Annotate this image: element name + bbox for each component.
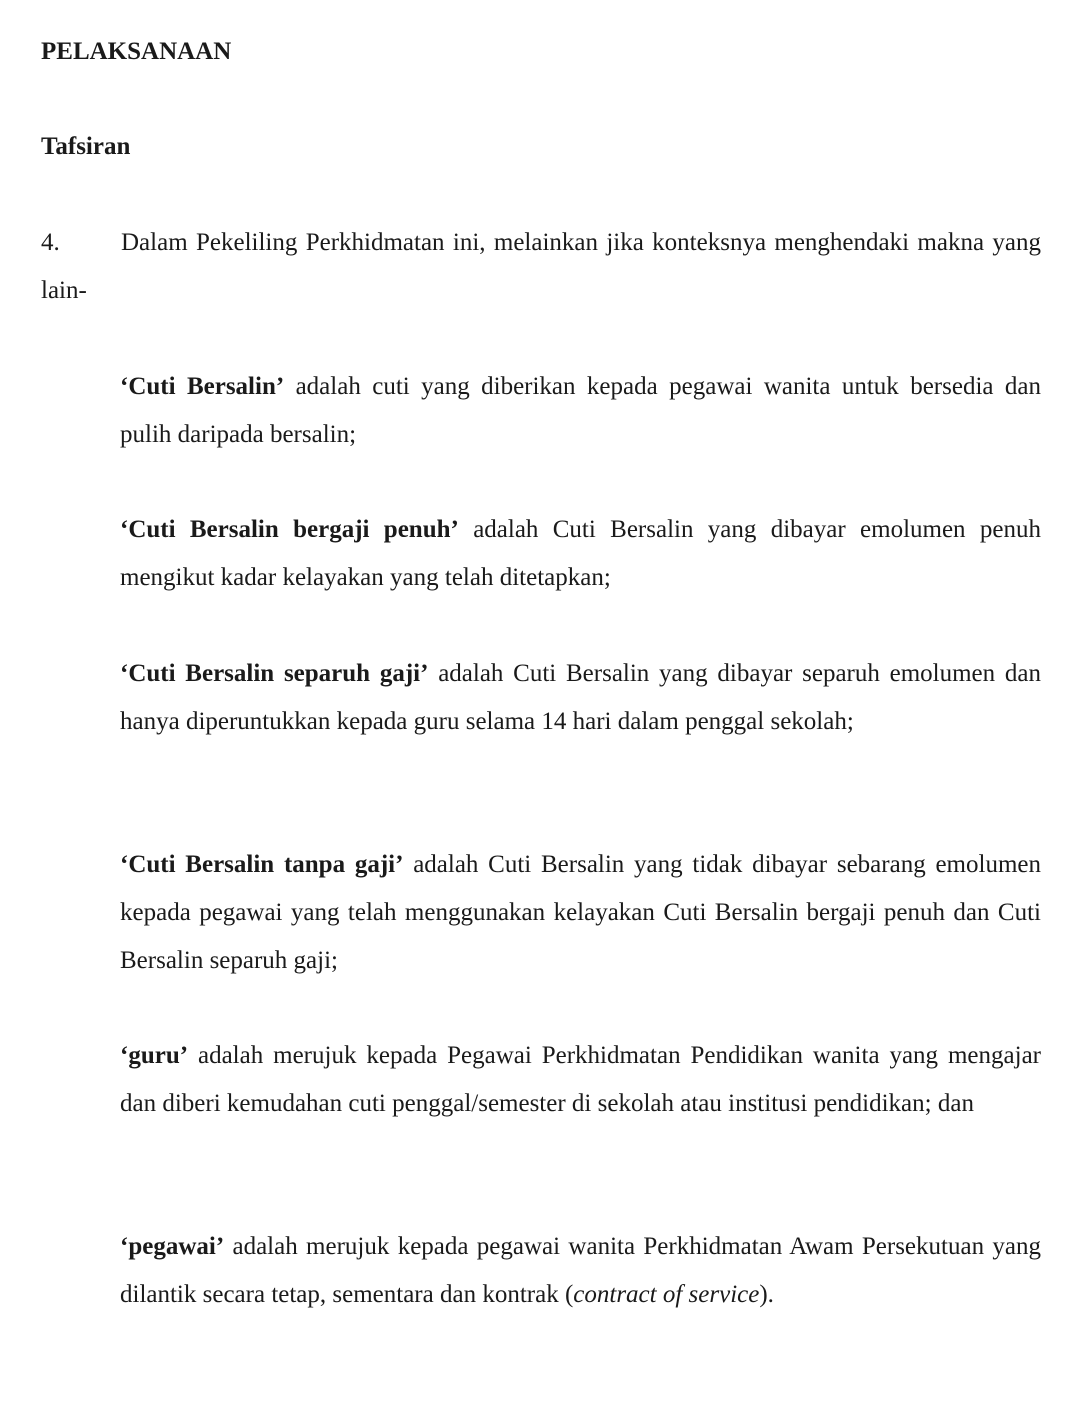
definition-text-end: ). <box>759 1281 774 1308</box>
definition-cuti-bersalin-tanpa-gaji <box>120 841 1041 985</box>
definition-text: adalah merujuk kepada Pegawai Perkhidmatan Pendidikan wanita yang mengajar dan diberi kemudahan cuti penggal/semester di sekolah atau institusi pendidikan; dan <box>120 1042 1041 1117</box>
clause-text: Dalam Pekeliling Perkhidmatan ini, melainkan jika konteksnya menghendaki makna yang lain- <box>41 229 1041 304</box>
definition-text: adalah cuti yang diberikan kepada pegawai wanita untuk bersedia dan pulih daripada bersalin; <box>120 373 1041 448</box>
definition-text: adalah Cuti Bersalin yang tidak dibayar sebarang emolumen kepada pegawai yang telah menggunakan kelayakan Cuti Bersalin bergaji penuh dan Cuti Bersalin separuh gaji; <box>120 851 1041 974</box>
definition-cuti-bersalin <box>120 363 1041 459</box>
definition-guru <box>120 1032 1041 1128</box>
definition-cuti-bersalin-separuh-gaji <box>120 650 1041 746</box>
definition-pegawai <box>120 1223 1041 1319</box>
definition-text: adalah Cuti Bersalin yang dibayar separuh emolumen dan hanya diperuntukkan kepada guru selama 14 hari dalam penggal sekolah; <box>120 660 1041 735</box>
definition-term: ‘Cuti Bersalin’ <box>120 373 285 400</box>
definition-text: adalah merujuk kepada pegawai wanita Perkhidmatan Awam Persekutuan yang dilantik secara tetap, sementara dan kontrak ( <box>120 1233 1041 1308</box>
subsection-heading: Tafsiran <box>41 133 131 160</box>
definition-term: ‘Cuti Bersalin tanpa gaji’ <box>120 851 404 878</box>
definition-text: adalah Cuti Bersalin yang dibayar emolumen penuh mengikut kadar kelayakan yang telah ditetapkan; <box>120 516 1041 591</box>
section-heading: PELAKSANAAN <box>41 38 232 65</box>
definition-term: ‘Cuti Bersalin bergaji penuh’ <box>120 516 459 543</box>
definition-italic-text: contract of service <box>573 1281 760 1308</box>
definition-cuti-bersalin-bergaji-penuh <box>120 506 1041 602</box>
definition-term: ‘Cuti Bersalin separuh gaji’ <box>120 660 429 687</box>
clause-paragraph <box>41 219 1041 315</box>
definition-term: ‘guru’ <box>120 1042 189 1069</box>
definition-term: ‘pegawai’ <box>120 1233 225 1260</box>
clause-number: 4. <box>41 229 60 256</box>
